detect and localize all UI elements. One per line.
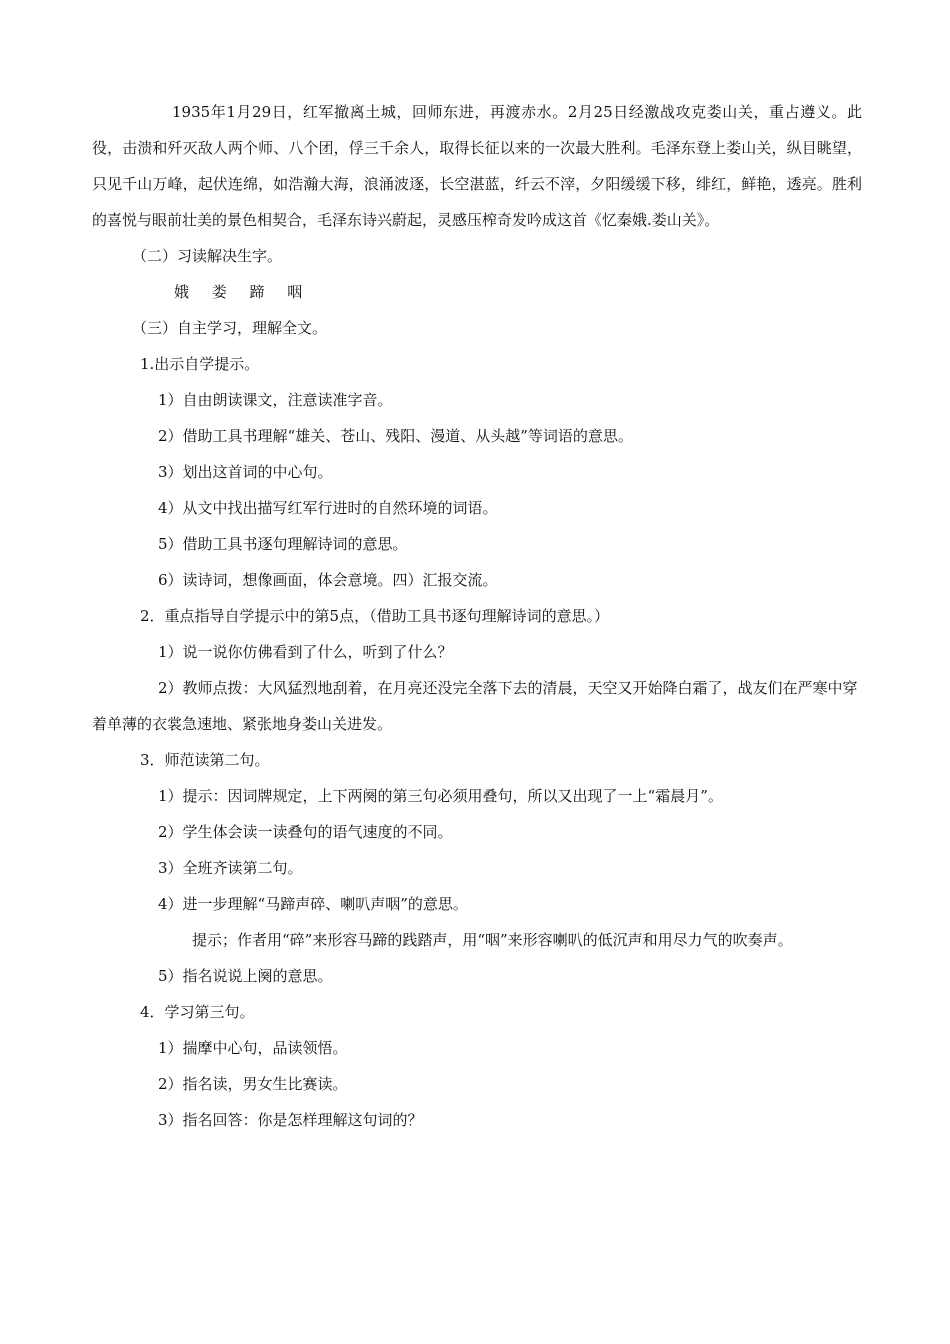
sub-item: 1）提示：因词牌规定，上下两阕的第三句必须用叠句，所以又出现了一上“霜晨月”。	[158, 787, 723, 805]
sub-item: 4）从文中找出描写红军行进时的自然环境的词语。	[158, 499, 498, 517]
section-heading: （三）自主学习，理解全文。	[132, 319, 328, 337]
sub-item: 1）揣摩中心句，品读领悟。	[158, 1039, 348, 1057]
sub-item: 3）指名回答：你是怎样理解这句词的？	[158, 1111, 423, 1129]
hint-paragraph: 提示；作者用“碎”来形容马蹄的践踏声，用“咽”来形容喇叭的低沉声和用尽力气的吹奏声。	[192, 931, 793, 949]
numbered-item: 4．学习第三句。	[140, 1003, 255, 1021]
sub-item: 2）学生体会读一读叠句的语气速度的不同。	[158, 823, 453, 841]
sub-item: 5）指名说说上阕的意思。	[158, 967, 333, 985]
sub-item: 1）说一说你仿佛看到了什么，听到了什么？	[158, 643, 453, 661]
document-body	[92, 94, 862, 1138]
numbered-item: 3．师范读第二句。	[140, 751, 270, 769]
sub-item: 2）借助工具书理解“雄关、苍山、残阳、漫道、从头越”等词语的意思。	[158, 427, 633, 445]
sub-item: 6）读诗词，想像画面，体会意境。四）汇报交流。	[158, 571, 498, 589]
numbered-item: 2．重点指导自学提示中的第5点，（借助工具书逐句理解诗词的意思。）	[140, 607, 610, 625]
numbered-item: 1.出示自学提示。	[140, 355, 260, 373]
sub-item: 2）指名读，男女生比赛读。	[158, 1075, 348, 1093]
sub-item-wrapped: 2）教师点拨：大风猛烈地刮着，在月亮还没完全落下去的清晨，天空又开始降白霜了，战友们在严寒中穿着单薄的衣裳急速地、紧张地身娄山关进发。	[92, 679, 858, 733]
sub-item: 1）自由朗读课文，注意读准字音。	[158, 391, 393, 409]
section-heading: （二）习读解决生字。	[132, 247, 283, 265]
sub-item: 3）全班齐读第二句。	[158, 859, 303, 877]
intro-paragraph: 1935年1月29日，红军撤离土城，回师东进，再渡赤水。2月25日经激战攻克娄山关，重占遵义。此役，击溃和歼灭敌人两个师、八个团，俘三千余人，取得长征以来的一次最大胜利。毛泽东登上娄山关，纵目眺望，只见千山万峰，起伏连绵，如浩瀚大海，浪涌波逐，长空湛蓝，纤云不滓，夕阳缓缓下移，绯红，鲜艳，透亮。胜利的喜悦与眼前壮美的景色相契合，毛泽东诗兴蔚起，灵感压榨奇发吟成这首《忆秦娥.娄山关》。	[92, 103, 862, 229]
sub-item: 3）划出这首词的中心句。	[158, 463, 333, 481]
sub-item: 5）借助工具书逐句理解诗词的意思。	[158, 535, 408, 553]
sub-item: 4）进一步理解“马蹄声碎、喇叭声咽”的意思。	[158, 895, 468, 913]
new-characters: 娥 娄 蹄 咽	[174, 283, 305, 301]
